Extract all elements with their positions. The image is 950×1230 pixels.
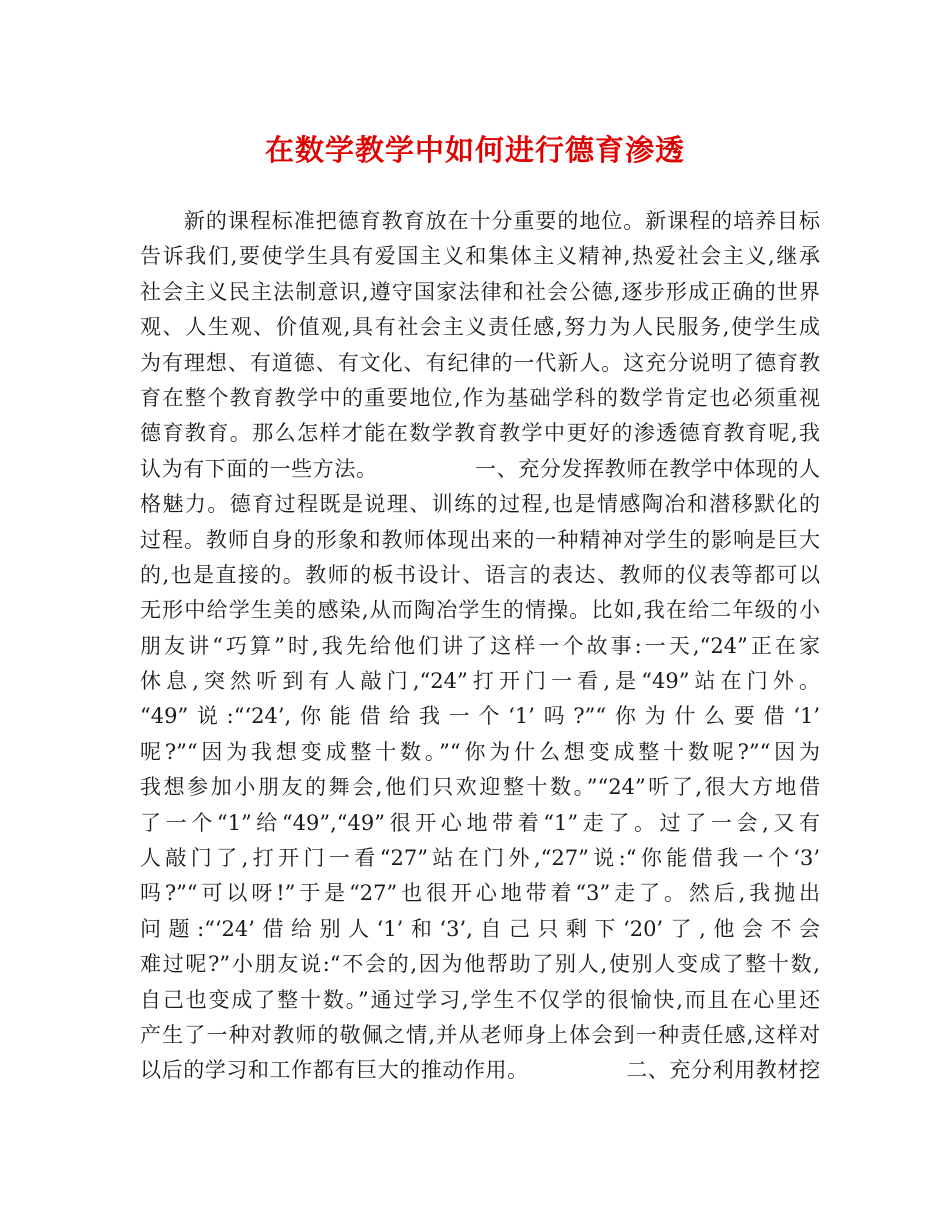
document-title: 在数学教学中如何进行德育渗透 xyxy=(264,133,685,167)
body-line: 自己也变成了整十数。”通过学习,学生不仅学的很愉快,而且在心里还 xyxy=(140,987,820,1012)
body-line: “49”说:“‘24’,你能借给我一个‘1’吗?”“你为什么要借‘1’ xyxy=(140,704,820,729)
body-line: 我想参加小朋友的舞会,他们只欢迎整十数。”“24”听了,很大方地借 xyxy=(140,775,820,800)
body-line: 无形中给学生美的感染,从而陶冶学生的情操。比如,我在给二年级的小 xyxy=(140,598,820,623)
body-line: 呢?”“因为我想变成整十数。”“你为什么想变成整十数呢?”“因为 xyxy=(140,739,820,764)
body-line: 为有理想、有道德、有文化、有纪律的一代新人。这充分说明了德育教 xyxy=(140,350,820,375)
body-line: 育在整个教育教学中的重要地位,作为基础学科的数学肯定也必须重视 xyxy=(140,385,820,410)
body-line: 了一个“1”给“49”,“49”很开心地带着“1”走了。过了一会,又有 xyxy=(140,810,820,835)
document-body xyxy=(140,204,820,1089)
body-line: 吗?”“可以呀!”于是“27”也很开心地带着“3”走了。然后,我抛出 xyxy=(140,881,820,906)
body-line: 认为有下面的一些方法。 一、充分发挥教师在教学中体现的人 xyxy=(140,456,820,481)
body-line: 以后的学习和工作都有巨大的推动作用。 二、充分利用教材挖 xyxy=(140,1058,820,1083)
body-line: 社会主义民主法制意识,遵守国家法律和社会公德,逐步形成正确的世界 xyxy=(140,279,820,304)
body-line: 朋友讲“巧算”时,我先给他们讲了这样一个故事:一天,“24”正在家 xyxy=(140,633,820,658)
body-line: 人敲门了,打开门一看“27”站在门外,“27”说:“你能借我一个‘3’ xyxy=(140,846,820,871)
body-line: 难过呢?”小朋友说:“不会的,因为他帮助了别人,使别人变成了整十数, xyxy=(140,952,820,977)
body-line: 新的课程标准把德育教育放在十分重要的地位。新课程的培养目标 xyxy=(140,209,820,233)
body-line: 休息,突然听到有人敲门,“24”打开门一看,是“49”站在门外。 xyxy=(140,669,820,694)
body-line: 观、人生观、价值观,具有社会主义责任感,努力为人民服务,使学生成 xyxy=(140,315,820,340)
body-line: 过程。教师自身的形象和教师体现出来的一种精神对学生的影响是巨大 xyxy=(140,527,820,552)
body-line: 德育教育。那么怎样才能在数学教育教学中更好的渗透德育教育呢,我 xyxy=(140,421,820,446)
body-line: 格魅力。德育过程既是说理、训练的过程,也是情感陶冶和潜移默化的 xyxy=(140,492,820,517)
body-line: 产生了一种对教师的敬佩之情,并从老师身上体会到一种责任感,这样对 xyxy=(140,1022,820,1047)
body-line: 问题:“‘24’借给别人‘1’和‘3’,自己只剩下‘20’了,他会不会 xyxy=(140,916,820,941)
body-line: 的,也是直接的。教师的板书设计、语言的表达、教师的仪表等都可以 xyxy=(140,562,820,587)
body-line: 告诉我们,要使学生具有爱国主义和集体主义精神,热爱社会主义,继承 xyxy=(140,244,820,269)
